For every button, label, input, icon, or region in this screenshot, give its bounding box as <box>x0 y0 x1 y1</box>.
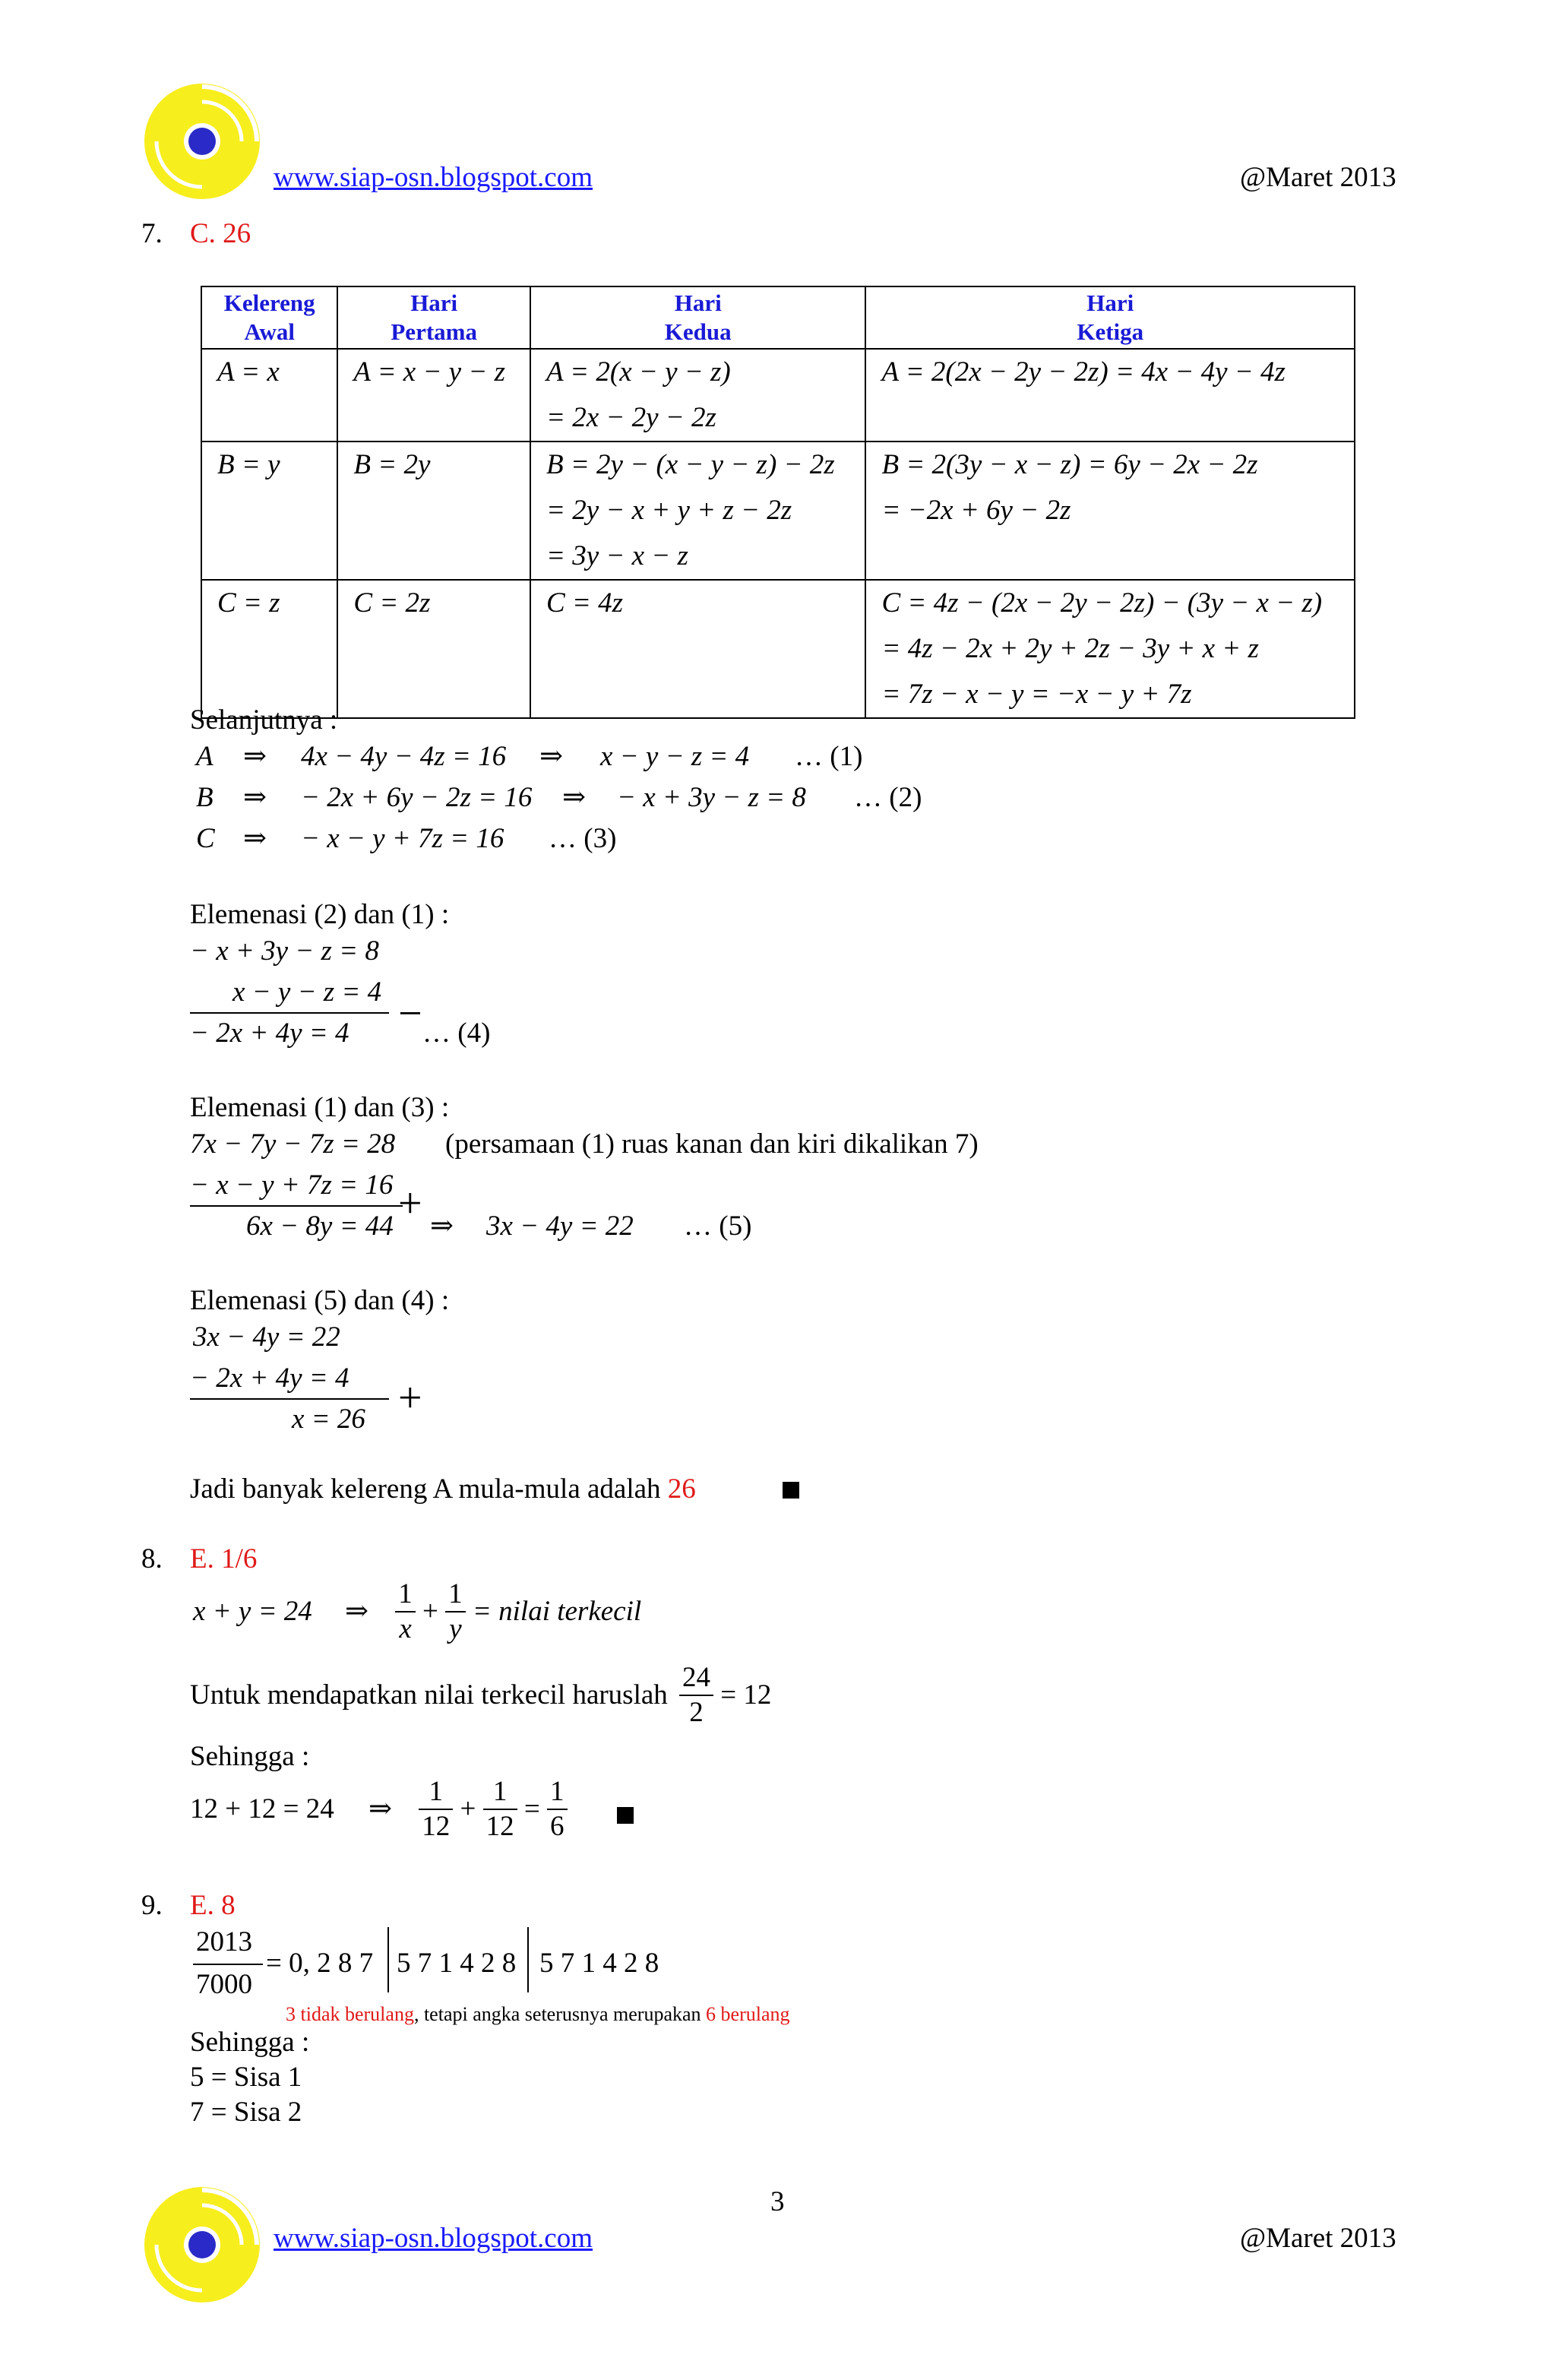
q9-fraction-num: 2013 <box>196 1926 252 1957</box>
eq-expression: x − y − z = 4 <box>600 741 750 772</box>
implies-icon: ⇒ <box>243 741 267 772</box>
elim1-line2: x − y − z = 4 <box>232 976 382 1008</box>
table-cell: A = x − y − z <box>337 349 530 442</box>
equals-sign: = <box>523 1793 540 1825</box>
q9-number: 9. <box>141 1890 163 1921</box>
elim2-result2: 3x − 4y = 22 <box>486 1211 634 1242</box>
q8-answer: E. 1/6 <box>190 1543 258 1575</box>
fraction: $\frac{1}{x}$ <box>395 1578 416 1646</box>
eq-ref: … (1) <box>795 741 863 772</box>
q9-fraction-bar <box>193 1964 263 1965</box>
elim2-ref: … (5) <box>684 1211 752 1242</box>
q9-sehingga: Sehingga : <box>190 2027 310 2058</box>
q8-sehingga: Sehingga : <box>190 1741 310 1772</box>
elim1-rule <box>190 1012 389 1014</box>
q8-number: 8. <box>141 1543 163 1575</box>
table-row <box>201 442 1355 580</box>
end-of-proof-icon <box>783 1482 799 1499</box>
elim1-ref: … (4) <box>422 1018 491 1049</box>
q9-note <box>286 2003 790 2026</box>
footer-date: @Maret 2013 <box>1240 2223 1396 2254</box>
q9-decimal-c: 5 7 1 4 2 8 <box>539 1948 659 1979</box>
implies-icon: ⇒ <box>243 782 267 813</box>
repeat-divider <box>387 1927 389 1992</box>
elim2-line1: 7x − 7y − 7z = 28 <box>190 1128 396 1160</box>
eq-label: A <box>196 741 213 772</box>
elim1-title: Elemenasi (2) dan (1) : <box>190 899 450 930</box>
q7-conclusion-value: 26 <box>667 1473 696 1505</box>
q8-line2 <box>190 1661 771 1730</box>
implies-icon: ⇒ <box>345 1596 369 1627</box>
eq-expression: − x − y + 7z = 16 <box>301 823 504 854</box>
eq-ref: … (3) <box>549 823 617 854</box>
elim3-result: x = 26 <box>292 1404 365 1435</box>
footer-url-link[interactable]: www.siap-osn.blogspot.com <box>274 2223 593 2254</box>
table-header-cell: Hari Kedua <box>530 286 866 349</box>
q7-table <box>201 286 1355 719</box>
table-cell: B = 2(3y − x − z) = 6y − 2x − 2z = −2x + 6y − 2z <box>865 442 1355 580</box>
q7-number: 7. <box>141 218 163 249</box>
elim2-operator: + <box>398 1180 422 1227</box>
header-url-link[interactable]: www.siap-osn.blogspot.com <box>274 162 593 193</box>
elim2-rule <box>190 1205 403 1207</box>
q8-line2-text: Untuk mendapatkan nilai terkecil haruslah <box>190 1679 668 1711</box>
table-cell: A = x <box>201 349 337 442</box>
elim2-result: 6x − 8y = 44 <box>246 1211 394 1242</box>
table-cell: A = 2(x − y − z) = 2x − 2y − 2z <box>530 349 866 442</box>
q9-answer: E. 8 <box>190 1890 236 1921</box>
plus-sign: + <box>460 1793 476 1825</box>
q7-table-header-row <box>201 286 1355 349</box>
eq-label: C <box>196 823 215 854</box>
table-cell: B = 2y − (x − y − z) − 2z = 2y − x + y + z − 2z = 3y − x − z <box>530 442 866 580</box>
header-date: @Maret 2013 <box>1240 162 1396 193</box>
table-header-cell: Hari Pertama <box>337 286 530 349</box>
q9-fraction-den: 7000 <box>196 1969 252 2000</box>
elim3-line2: − 2x + 4y = 4 <box>190 1362 349 1394</box>
eq-expression: − 2x + 6y − 2z = 16 <box>301 782 533 813</box>
table-cell: C = z <box>201 580 337 718</box>
elim2-title: Elemenasi (1) dan (3) : <box>190 1092 450 1123</box>
logo-icon <box>141 2184 263 2306</box>
q8-eq1-rhs: = nilai terkecil <box>472 1596 642 1627</box>
elim2-note: (persamaan (1) ruas kanan dan kiri dikalikan 7) <box>445 1128 979 1160</box>
fraction: $\frac{1}{y}$ <box>445 1578 466 1646</box>
q8-eq1 <box>193 1578 641 1646</box>
table-cell: B = y <box>201 442 337 580</box>
fraction: $\frac{1}{12}$ <box>483 1775 517 1844</box>
eq-ref: … (2) <box>854 782 922 813</box>
implies-icon: ⇒ <box>243 823 267 854</box>
elim1-line1: − x + 3y − z = 8 <box>190 935 379 967</box>
eq-expression: 4x − 4y − 4z = 16 <box>301 741 507 772</box>
q8-line2-rhs: = 12 <box>720 1679 772 1711</box>
q9-decimal-a: = 0, 2 8 7 <box>266 1948 374 1979</box>
q8-eq3-lhs: 12 + 12 = 24 <box>190 1793 334 1825</box>
elim1-result: − 2x + 4y = 4 <box>190 1018 349 1049</box>
fraction: $\frac{24}{2}$ <box>679 1661 713 1730</box>
q7-selanjutnya: Selanjutnya : <box>190 704 338 736</box>
elim3-title: Elemenasi (5) dan (4) : <box>190 1285 450 1316</box>
table-cell: C = 4z <box>530 580 866 718</box>
end-of-proof-icon <box>617 1807 634 1824</box>
table-cell: C = 4z − (2x − 2y − 2z) − (3y − x − z) = 4z − 2x + 2y + 2z − 3y + x + z = 7z − x − y = −x − y + 7z <box>865 580 1355 718</box>
q9-line: 7 = Sisa 2 <box>190 2097 302 2128</box>
q8-eq3 <box>190 1775 568 1844</box>
table-header-cell: Hari Ketiga <box>865 286 1355 349</box>
table-row <box>201 349 1355 442</box>
table-header-cell: Kelereng Awal <box>201 286 337 349</box>
elim3-line1: 3x − 4y = 22 <box>193 1321 340 1353</box>
q9-note-red1: 3 tidak berulang <box>286 2003 414 2025</box>
elim1-operator: − <box>398 990 422 1037</box>
implies-icon: ⇒ <box>562 782 587 813</box>
eq-expression: − x + 3y − z = 8 <box>617 782 806 813</box>
implies-icon: ⇒ <box>430 1211 454 1242</box>
table-cell: B = 2y <box>337 442 530 580</box>
q9-note-red2: 6 berulang <box>706 2003 790 2025</box>
repeat-divider <box>527 1927 529 1992</box>
elim3-operator: + <box>398 1375 422 1422</box>
elim3-rule <box>190 1398 389 1400</box>
implies-icon: ⇒ <box>368 1793 392 1825</box>
fraction: $\frac{1}{6}$ <box>547 1775 568 1844</box>
q9-decimal-b: 5 7 1 4 2 8 <box>397 1948 517 1979</box>
logo-icon <box>141 81 263 202</box>
q7-conclusion-text: Jadi banyak kelereng A mula-mula adalah <box>190 1473 661 1505</box>
table-cell: A = 2(2x − 2y − 2z) = 4x − 4y − 4z <box>865 349 1355 442</box>
eq-label: B <box>196 782 213 813</box>
table-row <box>201 580 1355 718</box>
page-number: 3 <box>770 2186 785 2217</box>
elim2-line2: − x − y + 7z = 16 <box>190 1169 394 1201</box>
q9-note-mid: , tetapi angka seterusnya merupakan <box>413 2003 701 2025</box>
fraction: $\frac{1}{12}$ <box>419 1775 453 1844</box>
table-cell: C = 2z <box>337 580 530 718</box>
q8-eq1-lhs: x + y = 24 <box>193 1596 312 1627</box>
plus-sign: + <box>422 1596 438 1627</box>
q7-answer: C. 26 <box>190 218 251 249</box>
q7-conclusion <box>190 1473 696 1506</box>
implies-icon: ⇒ <box>539 741 564 772</box>
q9-line: 5 = Sisa 1 <box>190 2062 302 2093</box>
